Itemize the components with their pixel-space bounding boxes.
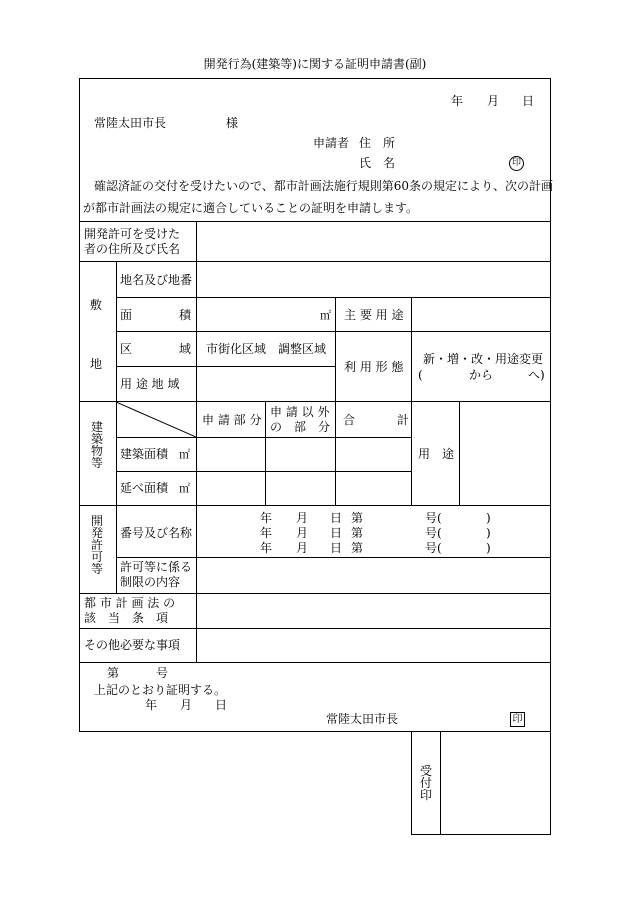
row-line	[79, 261, 551, 262]
permit-day: 日	[330, 511, 343, 525]
site-section-bottom: 地	[90, 357, 103, 371]
restriction-label-2: 制限の内容	[120, 575, 181, 589]
cert-day: 日	[215, 698, 228, 712]
permit-holder-label-2: 者の住所及び氏名	[84, 242, 181, 256]
building-area-unit: ㎡	[179, 448, 190, 461]
permit-year: 年	[260, 541, 273, 555]
permit-dai: 第	[351, 541, 364, 555]
col-line	[335, 297, 336, 401]
addressee: 常陸太田市長	[94, 116, 167, 130]
permit-go: 号(	[425, 511, 442, 525]
frame-right	[550, 78, 551, 731]
row-line	[116, 557, 551, 558]
address-label: 住 所	[359, 136, 396, 150]
col-line	[335, 401, 336, 505]
col-line	[116, 261, 117, 401]
building-section: 建築物等	[90, 420, 103, 470]
area-label-b: 積	[179, 308, 192, 322]
row-line	[116, 366, 335, 367]
form-title: 開発行為(建築等)に関する証明申請書(副)	[203, 57, 427, 71]
floor-area-unit: ㎡	[179, 482, 190, 495]
permit-go: 号(	[425, 541, 442, 555]
row-building-area: 建築面積	[120, 447, 169, 461]
row-line	[116, 331, 551, 332]
row-line	[79, 593, 551, 594]
header-year: 年	[451, 94, 464, 108]
area-label-a: 面	[120, 308, 133, 322]
usage-form-label: 利 用 形 態	[344, 360, 404, 374]
row-line	[116, 471, 411, 472]
main-use-label: 主 要 用 途	[344, 308, 404, 322]
permit-day: 日	[330, 541, 343, 555]
col-line	[196, 221, 197, 662]
col-line	[411, 297, 412, 401]
reception-box-right	[550, 731, 551, 834]
area-unit: ㎡	[320, 309, 331, 322]
col-line	[116, 505, 117, 593]
honorific: 様	[226, 116, 239, 130]
permit-number-label: 番号及び名称	[120, 526, 193, 540]
reception-stamp-label: 受付印	[419, 764, 432, 802]
permit-year: 年	[260, 526, 273, 540]
permit-go: 号(	[425, 526, 442, 540]
permit-month: 月	[296, 526, 309, 540]
permit-section: 開発許可等	[90, 514, 103, 576]
col-other-2: の 部 分	[270, 420, 331, 434]
reception-box-divider	[440, 731, 441, 834]
other-matters-label: その他必要な事項	[84, 638, 181, 652]
permit-close: )	[486, 511, 491, 525]
col-applied: 申 請 部 分	[202, 413, 262, 427]
usage-form-to: へ)	[528, 368, 545, 382]
permit-holder-label: 開発許可を受けた	[84, 227, 181, 241]
applicant-label: 申請者	[313, 136, 350, 150]
header-diagonal	[116, 402, 196, 437]
usage-form-open: (	[418, 368, 423, 382]
cert-statement: 上記のとおり証明する。	[94, 683, 227, 697]
site-section-top: 敷	[90, 298, 103, 312]
body-line2: が都市計画法の規定に適合していることの証明を申請します。	[83, 201, 419, 215]
reception-box-bottom	[411, 834, 551, 835]
col-total-b: 計	[397, 413, 410, 427]
permit-dai: 第	[351, 526, 364, 540]
usage-form-options: 新・増・改・用途変更	[423, 352, 544, 366]
name-label: 氏 名	[359, 156, 396, 170]
cert-issuer: 常陸太田市長	[326, 712, 399, 726]
col-line	[411, 401, 412, 505]
permit-day: 日	[330, 526, 343, 540]
col-line	[265, 401, 266, 505]
reception-box-left	[411, 731, 412, 834]
building-use-label: 用 途	[418, 447, 455, 461]
row-line	[79, 662, 551, 663]
frame-top	[79, 78, 551, 79]
row-line	[79, 505, 551, 506]
permit-month: 月	[296, 511, 309, 525]
cert-number-prefix: 第	[107, 666, 120, 680]
body-line1: 確認済証の交付を受けたいので、都市計画法施行規則第60条の規定により、次の計画	[94, 179, 554, 193]
header-month: 月	[487, 94, 500, 108]
row-line	[116, 437, 411, 438]
cert-number-suffix: 号	[156, 666, 169, 680]
cert-year: 年	[145, 698, 158, 712]
header-day: 日	[522, 94, 535, 108]
zone-value: 市街化区域 調整区域	[206, 342, 327, 356]
col-other-1: 申 請 以 外	[270, 405, 330, 419]
permit-month: 月	[296, 541, 309, 555]
permit-dai: 第	[351, 511, 364, 525]
applicant-seal-icon: 印	[509, 156, 524, 171]
permit-close: )	[486, 541, 491, 555]
row-line	[116, 297, 551, 298]
usage-form-from: から	[469, 368, 494, 382]
zone-label-a: 区	[120, 342, 133, 356]
frame-left	[79, 78, 80, 731]
row-line	[79, 221, 551, 222]
zone-label-b: 域	[179, 342, 192, 356]
city-planning-label-2: 該 当 条 項	[84, 611, 169, 625]
zoning-label: 用 途 地 域	[120, 377, 180, 391]
cert-month: 月	[180, 698, 193, 712]
col-total-a: 合	[343, 413, 356, 427]
permit-close: )	[486, 526, 491, 540]
row-line	[79, 628, 551, 629]
row-floor-area: 延べ面積	[120, 481, 169, 495]
restriction-label: 許可等に係る	[120, 560, 193, 574]
issuer-seal-icon: 印	[510, 712, 525, 727]
city-planning-label: 都 市 計 画 法 の	[84, 596, 176, 610]
frame-bottom	[79, 731, 551, 732]
col-line	[459, 401, 460, 505]
permit-year: 年	[260, 511, 273, 525]
location-label: 地名及び地番	[120, 273, 193, 287]
